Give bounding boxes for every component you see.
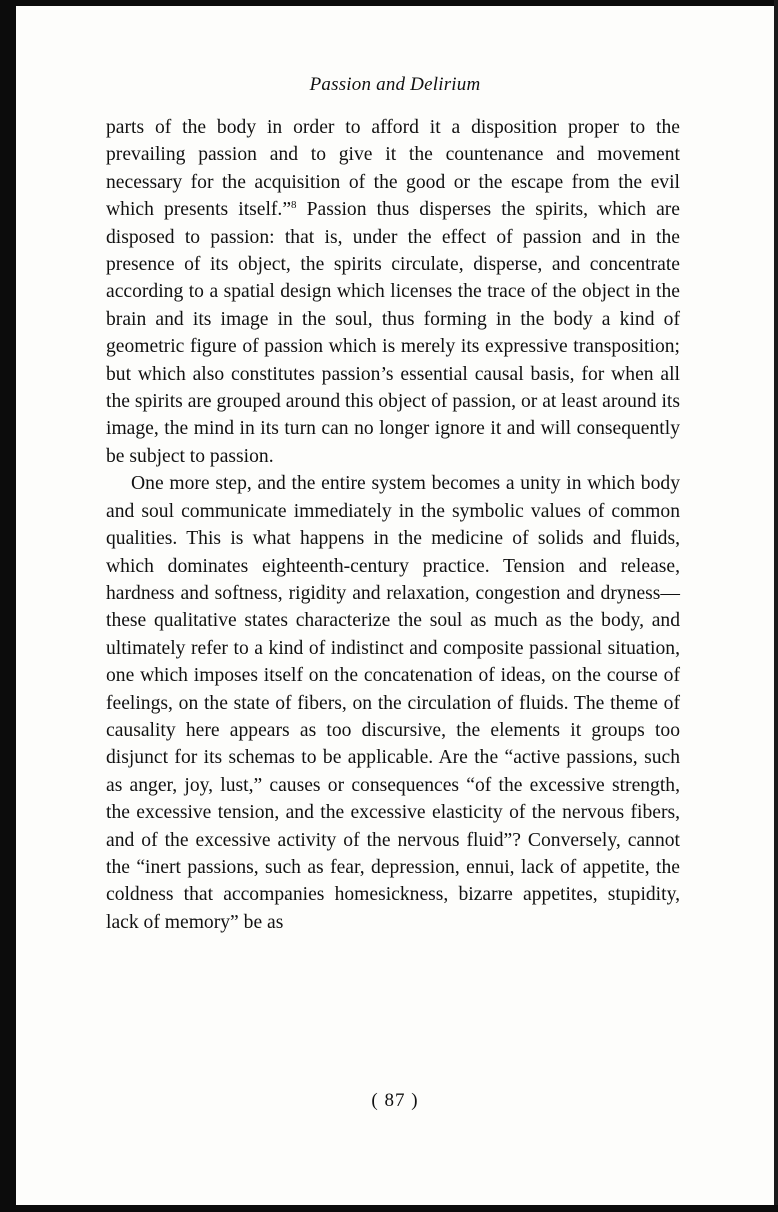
paragraph-2: One more step, and the entire system becomes a unity in which body and soul communicate immediately in the symbolic values of common qualities. This is what happens in the medicine of solids and fluids, which dominates eighteenth-century practice. Tension and release, hardness and softness, rigidity and relaxation, congestion and dryness— these qualitative states characterize the soul as much as the body, and ultimately refer to a kind of indistinct and composite passional situation, one which imposes itself on the concatenation of ideas, on the course of feelings, on the state of fibers, on the circulation of fluids. The theme of causality here appears as too discursive, the elements it groups too disjunct for its schemas to be applicable. Are the “active passions, such as anger, joy, lust,” causes or consequences “of the excessive strength, the excessive tension, and the excessive elasticity of the nervous fibers, and of the excessive activity of the nervous fluid”? Conversely, cannot the “inert passions, such as fear, depression, ennui, lack of appetite, the coldness that accompanies homesickness, bizarre appetites, stupidity, lack of memory” be as bbox=[106, 473, 680, 933]
page-number: ( 87 ) bbox=[371, 1090, 419, 1111]
scan-border-left bbox=[0, 0, 16, 1212]
scan-border-right bbox=[774, 0, 778, 1212]
footnote-marker: 8 bbox=[291, 199, 297, 212]
body-text bbox=[106, 114, 680, 936]
book-page bbox=[16, 6, 774, 1205]
scan-border-bottom bbox=[0, 1205, 778, 1212]
paragraph-1-continuation: Passion thus disperses the spirits, which are disposed to passion: that is, under the effect of passion and in the presence of its object, the spirits circulate, disperse, and concentrate according to a spatial design which licenses the trace of the object in the brain and its image in the soul, thus forming in the body a kind of geometric figure of passion which is merely its expressive transposition; but which also constitutes passion’s essential causal basis, for when all the spirits are grouped around this object of passion, or at least around its image, the mind in its turn can no longer ignore it and will consequently be subject to passion. bbox=[106, 199, 680, 467]
paragraph-1-text: parts of the body in order to afford it a disposition proper to the prevailing passion and to give it the countenance and movement necessary for the acquisition of the good or the escape from the evil which presents itself.” bbox=[106, 117, 680, 221]
paragraph-1 bbox=[106, 114, 680, 470]
running-head: Passion and Delirium bbox=[309, 74, 481, 95]
